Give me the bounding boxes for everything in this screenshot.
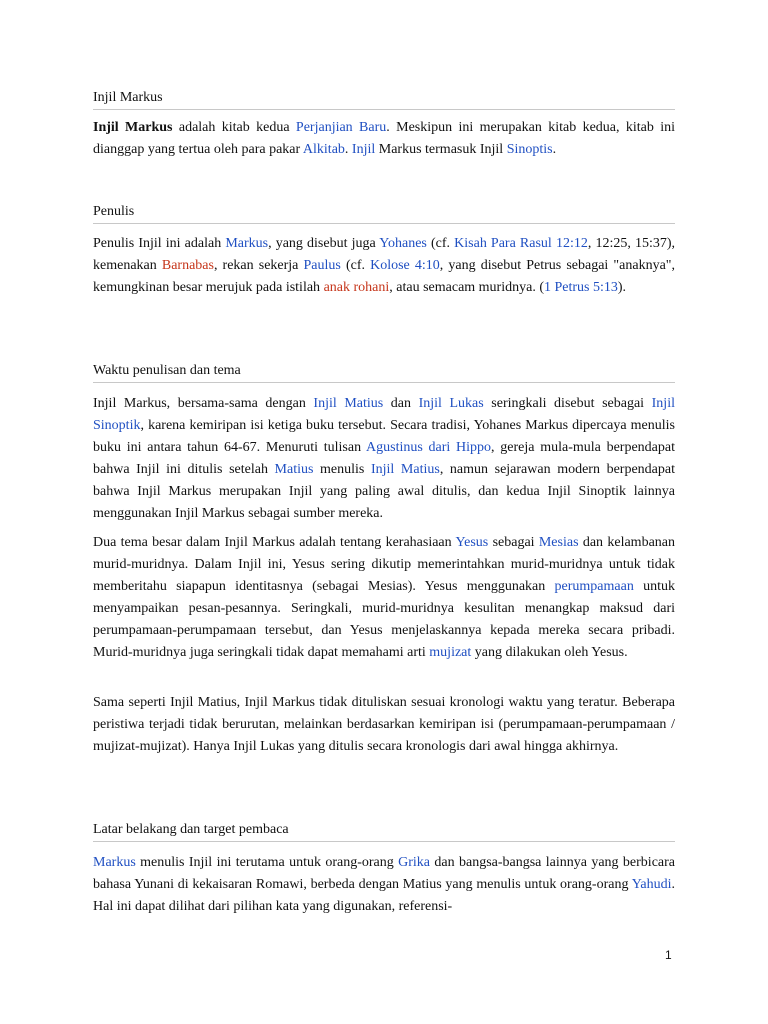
hyperlink[interactable]: Markus xyxy=(93,855,136,870)
paragraph-intro xyxy=(93,117,675,161)
text-run: . xyxy=(552,142,557,157)
hyperlink[interactable]: perumpamaan xyxy=(554,579,634,594)
hyperlink[interactable]: Injil Matius xyxy=(370,462,440,477)
section-heading-latar-belakang: Latar belakang dan target pembaca xyxy=(93,821,675,842)
text-run: untuk menyampaikan pesan-pesannya. Seringkali, murid-muridnya kesulitan menangkap maksud dari perumpamaan-perumpamaan tersebut, dan Yesus menjelaskannya kepada mereka secara pribadi. Murid-muridnya juga seringkali tidak dapat memahami arti xyxy=(93,579,675,660)
text-run: seringkali disebut sebagai xyxy=(483,396,652,411)
text-run: Penulis Injil ini adalah xyxy=(93,236,226,251)
hyperlink[interactable]: Injil Lukas xyxy=(418,396,484,411)
hyperlink[interactable]: Kisah Para Rasul xyxy=(454,236,552,251)
hyperlink[interactable]: Grika xyxy=(398,855,431,870)
paragraph-waktu-1 xyxy=(93,393,675,525)
text-run: dan bangsa-bangsa lainnya yang berbicara bahasa Yunani di kekaisaran Romawi, berbeda dengan Matius yang menulis untuk orang-orang xyxy=(93,855,676,892)
text-run: adalah kitab kedua xyxy=(172,120,296,135)
hyperlink[interactable]: Injil Sinoptik xyxy=(93,396,675,433)
text-run: , yang disebut Petrus sebagai "anaknya", kemungkinan besar merujuk pada istilah xyxy=(93,258,675,295)
text-run: (cf. xyxy=(340,258,371,273)
hyperlink[interactable]: Yesus xyxy=(455,535,489,550)
hyperlink[interactable]: Sinoptis xyxy=(506,142,553,157)
hyperlink[interactable]: Markus xyxy=(225,236,269,251)
text-run: , atau semacam muridnya. ( xyxy=(389,280,544,295)
text-run: . Hal ini dapat dilihat dari pilihan kata yang digunakan, referensi- xyxy=(93,877,675,914)
bold-term: Injil Markus xyxy=(93,120,173,135)
hyperlink[interactable]: Yohanes xyxy=(379,236,427,251)
page-number: 1 xyxy=(665,948,672,962)
text-run: Dua tema besar dalam Injil Markus adalah tentang kerahasiaan xyxy=(93,535,456,550)
hyperlink[interactable]: Injil Matius xyxy=(313,396,384,411)
hyperlink[interactable]: Mesias xyxy=(538,535,579,550)
hyperlink[interactable]: Perjanjian Baru xyxy=(295,120,387,135)
text-run: Injil Markus, bersama-sama dengan xyxy=(93,396,314,411)
section-heading-waktu-penulisan: Waktu penulisan dan tema xyxy=(93,362,675,383)
text-run: yang dilakukan oleh Yesus. xyxy=(471,645,628,660)
text-run: . xyxy=(344,142,352,157)
text-run: , namun sejarawan modern berpendapat bahwa Injil Markus merupakan Injil yang paling awal ditulis, dan kedua Injil Sinoptik lainnya menggunakan Injil Markus sebagai sumber mereka. xyxy=(93,462,675,521)
text-run: ). xyxy=(617,280,627,295)
text-run: dan xyxy=(383,396,419,411)
missing-page-link[interactable]: Barnabas xyxy=(161,258,214,273)
hyperlink[interactable]: Matius xyxy=(274,462,314,477)
text-run: , karena kemiripan isi ketiga buku tersebut. Secara tradisi, Yohanes Markus dipercaya menulis buku ini antara tahun 64-67. Menuruti tulisan xyxy=(93,418,675,455)
text-run: menulis Injil ini terutama untuk orang-orang xyxy=(135,855,399,870)
hyperlink[interactable]: 1 Petrus xyxy=(543,280,590,295)
hyperlink[interactable]: 12:12 xyxy=(555,236,588,251)
hyperlink[interactable]: Agustinus dari Hippo xyxy=(366,440,492,455)
text-run: Sama seperti Injil Matius, Injil Markus tidak dituliskan sesuai kronologi waktu yang teratur. Beberapa peristiwa terjadi tidak berurutan, melainkan berdasarkan kemiripan isi (perumpamaan-perumpamaan / mujizat-mujizat). Hanya Injil Lukas yang ditulis secara kronologis dari awal hingga akhirnya. xyxy=(93,695,675,754)
paragraph-waktu-3 xyxy=(93,692,675,758)
text-run: . Meskipun ini merupakan kitab kedua, kitab ini dianggap yang tertua oleh para pakar xyxy=(93,120,675,157)
paragraph-latar-belakang xyxy=(93,852,675,918)
hyperlink[interactable]: Kolose xyxy=(370,258,410,273)
hyperlink[interactable]: Alkitab xyxy=(302,142,345,157)
text-run: sebagai xyxy=(488,535,539,550)
text-run: dan kelambanan murid-muridnya. Dalam Injil ini, Yesus sering dikutip memerintahkan murid-muridnya untuk tidak memberitahu siapapun identitasnya (sebagai Mesias). Yesus menggunakan xyxy=(93,535,675,594)
paragraph-penulis xyxy=(93,233,675,299)
hyperlink[interactable]: Injil xyxy=(351,142,376,157)
text-run: (cf. xyxy=(426,236,455,251)
hyperlink[interactable]: Yahudi xyxy=(631,877,672,892)
hyperlink[interactable]: 5:13 xyxy=(592,280,618,295)
section-heading-penulis: Penulis xyxy=(93,203,675,224)
section-heading-injil-markus: Injil Markus xyxy=(93,89,675,110)
hyperlink[interactable]: mujizat xyxy=(429,645,472,660)
text-run: menulis xyxy=(313,462,371,477)
missing-page-link[interactable]: anak rohani xyxy=(323,280,390,295)
text-run: , gereja mula-mula berpendapat bahwa Injil ini ditulis setelah xyxy=(93,440,675,477)
hyperlink[interactable]: 4:10 xyxy=(414,258,440,273)
hyperlink[interactable]: Paulus xyxy=(303,258,341,273)
text-run: , rekan sekerja xyxy=(213,258,304,273)
text-run: , yang disebut juga xyxy=(268,236,380,251)
text-run: , 12:25, 15:37), kemenakan xyxy=(93,236,675,273)
paragraph-waktu-2 xyxy=(93,532,675,664)
text-run: Markus termasuk Injil xyxy=(375,142,507,157)
